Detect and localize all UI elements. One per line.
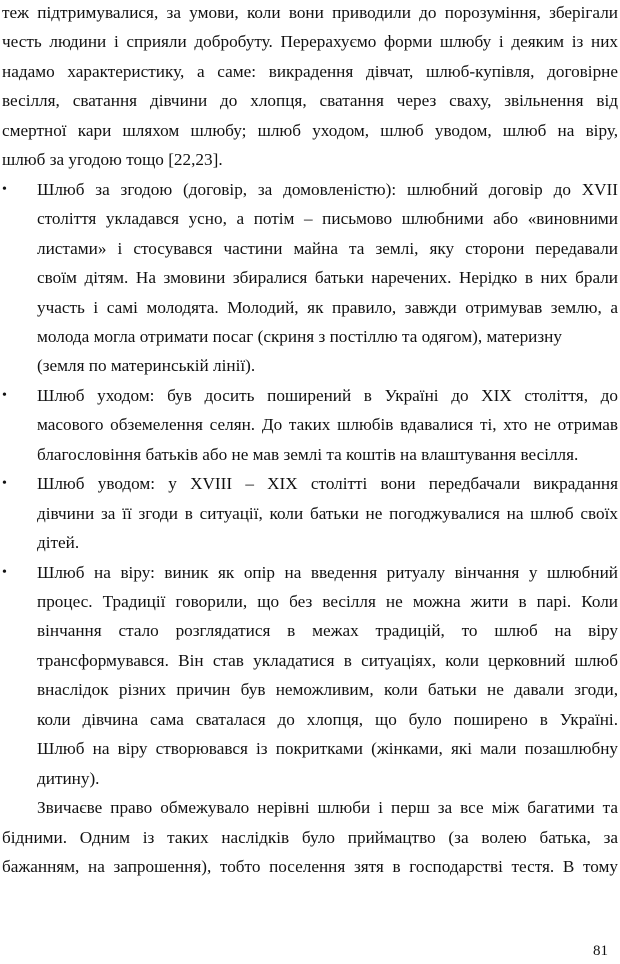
text-line-row bbox=[0, 499, 620, 529]
text-line: дітей. bbox=[37, 533, 80, 553]
text-line: коли дівчина сама сваталася до хлопця, що було поширено в Україні. bbox=[37, 709, 618, 729]
text-line: бідними. Одним із таких наслідків було приймацтво (за волею батька, за bbox=[2, 827, 618, 847]
text-line: смертної кари шляхом шлюбу; шлюб уходом, шлюб уводом, шлюб на віру, bbox=[2, 120, 618, 140]
text-line-row bbox=[0, 145, 620, 175]
text-line-row bbox=[0, 793, 620, 823]
text-line: надамо характеристику, а саме: викрадення дівчат, шлюб-купівля, договірне bbox=[2, 61, 618, 81]
text-line: процес. Традиції говорили, що без весілля не можна жити в парі. Коли bbox=[37, 592, 618, 611]
text-line: молода могла отримати посаг (скриня з постіллю та одягом), материзну bbox=[37, 326, 562, 346]
text-line-row bbox=[0, 528, 620, 558]
text-line-row bbox=[0, 57, 620, 87]
text-line-row bbox=[0, 823, 620, 853]
text-line: Шлюб за згодою (договір, за домовленістю): шлюбний договір до XVII bbox=[37, 179, 618, 199]
text-line-row bbox=[0, 616, 620, 646]
text-line: Шлюб уводом: у XVIII – XIX столітті вони передбачали викрадання bbox=[37, 474, 618, 494]
text-line-row bbox=[0, 0, 620, 28]
text-line-row bbox=[0, 764, 620, 794]
text-line-row bbox=[0, 86, 620, 116]
text-line: дівчини за її згоди в ситуації, коли батьки не погоджувалися на шлюб своїх bbox=[37, 503, 618, 523]
text-line-row bbox=[0, 852, 620, 882]
text-line-row bbox=[0, 116, 620, 146]
text-line-row bbox=[0, 646, 620, 676]
bullet-icon: • bbox=[2, 564, 7, 580]
text-line: своїм дітям. На змовини збиралися батьки наречених. Нерідко в них брали bbox=[37, 268, 618, 288]
text-line-row bbox=[0, 204, 620, 234]
text-line: шлюб за угодою тощо [22,23]. bbox=[2, 150, 223, 170]
text-line-row bbox=[0, 27, 620, 57]
text-line: листами» і стосувався частини майна та землі, яку сторони передавали bbox=[37, 238, 618, 258]
text-line-row bbox=[0, 263, 620, 293]
text-line: честь людини і сприяли добробуту. Перерахуємо форми шлюбу і деяким із них bbox=[2, 32, 618, 52]
text-line: трансформувався. Він став укладатися в ситуаціях, коли церковний шлюб bbox=[37, 650, 618, 670]
text-line: вінчання стало розглядатися в межах традицій, то шлюб на віру bbox=[37, 621, 618, 641]
text-line-row bbox=[0, 351, 620, 381]
bullet-icon: • bbox=[2, 181, 7, 197]
bullet-icon: • bbox=[2, 387, 7, 403]
text-line-row bbox=[0, 675, 620, 705]
text-line: (земля по материнській лінії). bbox=[37, 356, 256, 376]
text-line: благословіння батьків або не мав землі та коштів на влаштування весілля. bbox=[37, 444, 579, 464]
list-item bbox=[0, 558, 620, 588]
text-line: теж підтримувалися, за умови, коли вони приводили до порозуміння, зберігали bbox=[2, 3, 618, 22]
text-line: Шлюб уходом: був досить поширений в Україні до XIX століття, до bbox=[37, 385, 618, 405]
text-line-row bbox=[0, 587, 620, 617]
text-line-row bbox=[0, 234, 620, 264]
page-number: 81 bbox=[593, 943, 608, 959]
text-line-row bbox=[0, 322, 620, 352]
text-line: століття укладався усно, а потім – письмово шлюбними або «виновними bbox=[37, 209, 618, 229]
text-line: дитину). bbox=[37, 768, 100, 788]
text-line-row bbox=[0, 734, 620, 764]
list-item bbox=[0, 469, 620, 499]
text-line: бажанням, на запрошення), тобто поселення зятя в господарстві тестя. В тому bbox=[2, 857, 618, 877]
text-line: внаслідок різних причин був неможливим, коли батьки не давали згоди, bbox=[37, 680, 618, 700]
text-line: участь і самі молодята. Молодий, як правило, завжди отримував землю, а bbox=[37, 297, 618, 317]
text-line-row bbox=[0, 440, 620, 470]
text-line-row bbox=[0, 293, 620, 323]
text-line: Шлюб на віру: виник як опір на введення ритуалу вінчання у шлюбний bbox=[37, 562, 618, 582]
list-item bbox=[0, 381, 620, 411]
text-line: масового обземелення селян. До таких шлюбів вдавалися ті, хто не отримав bbox=[37, 415, 618, 435]
list-item bbox=[0, 175, 620, 205]
text-line: Звичаєве право обмежувало нерівні шлюби і перш за все між багатими та bbox=[37, 798, 618, 818]
bullet-icon: • bbox=[2, 476, 7, 492]
text-line-row bbox=[0, 705, 620, 735]
text-line-row bbox=[0, 410, 620, 440]
text-line: Шлюб на віру створювався із покритками (жінками, які мали позашлюбну bbox=[37, 739, 618, 759]
text-line: весілля, сватання дівчини до хлопця, сватання через сваху, звільнення від bbox=[2, 91, 618, 111]
